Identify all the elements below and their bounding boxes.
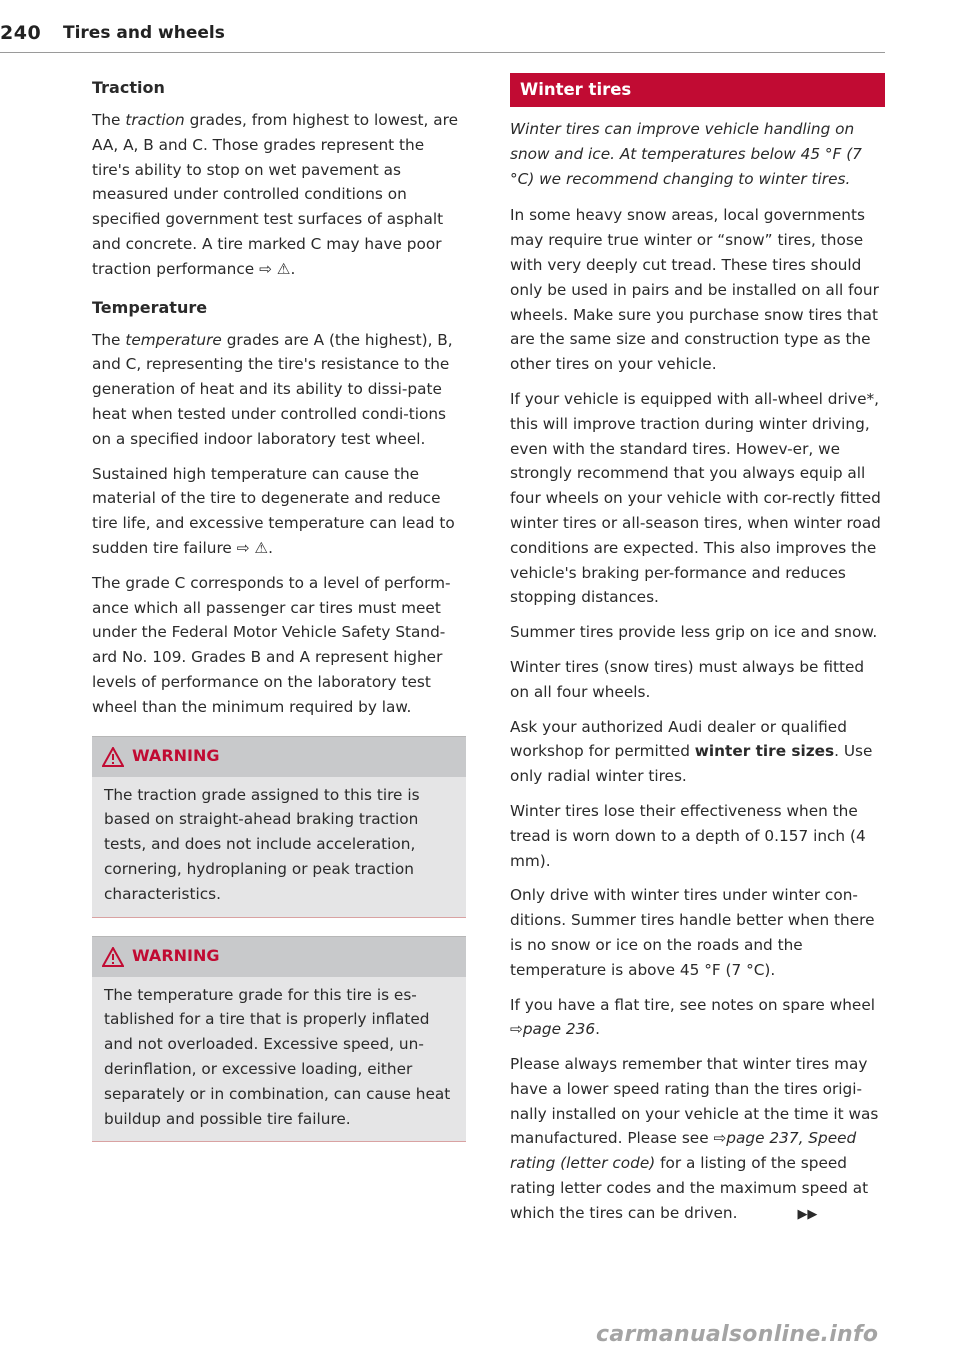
- cross-reference-arrow[interactable]: ⇨: [236, 538, 250, 557]
- warning-text: The temperature grade for this tire is es-tablished for a tire that is properly inflated and not overloaded. Excessive speed, un-derinflation, or excessive loading, either separately or in combination, can cause heat buildup and possible tire failure.: [104, 985, 451, 1128]
- temperature-paragraph-2: Sustained high temperature can cause the material of the tire to degenerate and reduce tire life, and excessive temperature can lead to sudden tire failure ⇨ ⚠.: [92, 464, 455, 557]
- warning-triangle-icon: [102, 947, 124, 967]
- winter-intro: Winter tires can improve vehicle handling on snow and ice. At temperatures below 45 °F (7 °C) we recommend changing to winter tires.: [510, 120, 862, 188]
- traction-heading: Traction: [92, 78, 165, 97]
- warning-box-temperature: [92, 936, 466, 1143]
- winter-paragraph-4: Winter tires (snow tires) must always be fitted on all four wheels.: [510, 657, 865, 701]
- winter-paragraph-9: Please always remember that winter tires may have a lower speed rating than the tires origi-nally installed on your vehicle at the time it was manufactured. Please see ⇨page 237, Speed rating (letter code) for a listing of the speed rating letter codes and the maximum speed at which the tires can be driven. ▶▶: [510, 1052, 885, 1228]
- cross-reference-arrow[interactable]: ⇨: [259, 259, 272, 278]
- page-header: [0, 20, 885, 53]
- warning-header: [92, 937, 466, 977]
- warning-title: WARNING: [132, 746, 220, 766]
- warning-box-traction: [92, 736, 466, 918]
- winter-paragraph-1: In some heavy snow areas, local governments may require true winter or “snow” tires, those with very deeply cut tread. These tires should only be used in pairs and be installed on all four wheels. Make sure you purchase snow tires that are the same size and construction type as the other tires on your vehicle.: [510, 206, 879, 374]
- winter-paragraph-6: Winter tires lose their effectiveness when the tread is worn down to a depth of 0.157 inch (4 mm).: [510, 801, 866, 870]
- temperature-paragraph-3: The grade C corresponds to a level of perform-ance which all passenger car tires must meet under the Federal Motor Vehicle Safety Stand-ard No. 109. Grades B and A represent higher levels of performance on the laboratory test wheel than the minimum required by law.: [92, 573, 451, 716]
- page-reference-link[interactable]: ⇨page 237, Speed rating (letter code): [510, 1129, 857, 1173]
- warning-triangle-icon: [102, 747, 124, 767]
- winter-paragraph-3: Summer tires provide less grip on ice and snow.: [510, 623, 878, 642]
- page-number: 240: [0, 22, 42, 44]
- warning-header: [92, 737, 466, 777]
- right-column: [510, 76, 885, 1238]
- page-reference-link[interactable]: ⇨page 236: [510, 1020, 596, 1039]
- winter-paragraph-2: If your vehicle is equipped with all-wheel drive*, this will improve traction during winter driving, even with the standard tires. Howev-er, we strongly recommend that you always equip all four wheels on your vehicle with cor-rectly fitted winter tires or all-season tires, when winter road conditions are expected. This also improves the vehicle's braking per-formance and reduces stopping distances.: [510, 389, 881, 607]
- continued-arrow-icon: ▶▶: [797, 1206, 818, 1222]
- temperature-heading: Temperature: [92, 297, 208, 317]
- temperature-paragraph-1: The temperature grades are A (the highest), B, and C, representing the tire's resistance to the generation of heat and its ability to dissi-pate heat when tested under controlled condi-tions on a specified indoor laboratory test wheel.: [92, 330, 453, 448]
- winter-paragraph-7: Only drive with winter tires under winter con-ditions. Summer tires handle better when there is no snow or ice on the roads and the temperature is above 45 °F (7 °C).: [510, 886, 875, 979]
- winter-paragraph-5: Ask your authorized Audi dealer or qualified workshop for permitted winter tire sizes. Use only radial winter tires.: [510, 717, 873, 786]
- section-title: Tires and wheels: [63, 23, 225, 43]
- traction-paragraph: The traction grades, from highest to lowest, are AA, A, B and C. Those grades represent the tire's ability to stop on wet pavement as measured under controlled conditions on specified government test surfaces of asphalt and concrete. A tire marked C may have poor traction performance ⇨ ⚠.: [92, 111, 458, 278]
- winter-paragraph-8: If you have a flat tire, see notes on spare wheel ⇨page 236.: [510, 995, 875, 1039]
- watermark: carmanualsonline.info: [596, 1322, 879, 1347]
- warning-text: The traction grade assigned to this tire is based on straight-ahead braking traction tests, and does not include acceleration, cornering, hydroplaning or peak traction characteristics.: [104, 785, 420, 903]
- left-column: [92, 76, 466, 1142]
- winter-tires-title: Winter tires: [510, 73, 885, 107]
- warning-symbol-icon[interactable]: ⚠: [254, 538, 269, 557]
- warning-symbol-icon[interactable]: ⚠: [276, 259, 291, 278]
- warning-title: WARNING: [132, 946, 220, 966]
